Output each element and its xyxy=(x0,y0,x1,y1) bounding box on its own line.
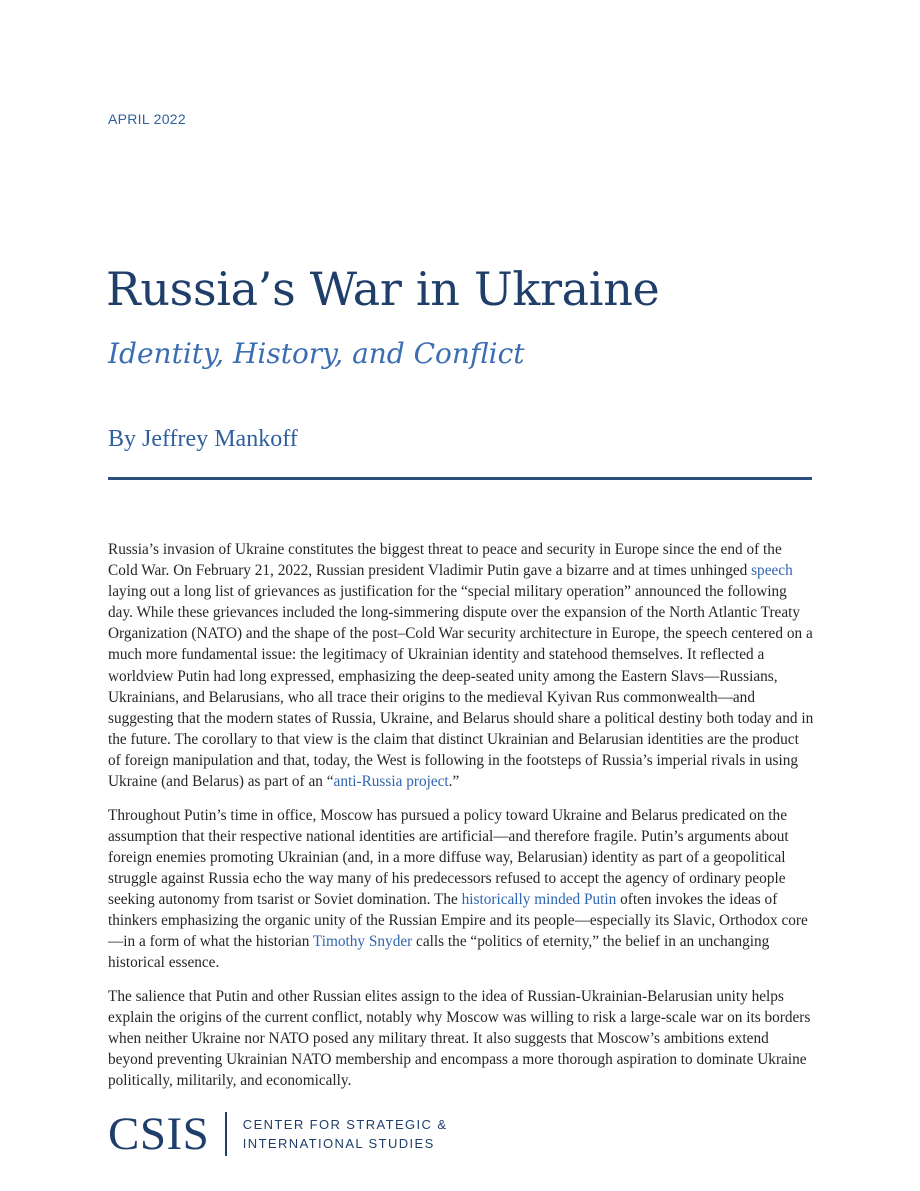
report-title: Russia’s War in Ukraine xyxy=(106,262,660,316)
csis-logo-mark: CSIS xyxy=(108,1107,210,1160)
paragraph-1-text-c: .” xyxy=(448,773,460,791)
publication-date: APRIL 2022 xyxy=(108,111,186,127)
paragraph-3-text: The salience that Putin and other Russian elites assign to the idea of Russian-Ukrainian-Belarusian unity helps explain the origins of the current conflict, notably why Moscow was willing to risk a large-scale war on its borders when neither Ukraine nor NATO posed any military threat. It also suggests that Moscow’s ambitions extend beyond preventing Ukrainian NATO membership and encompass a more thorough aspiration to dominate Ukraine politically, militarily, and economically. xyxy=(108,988,811,1090)
paragraph-3 xyxy=(108,986,814,1091)
paragraph-2-text-b: often invokes the ideas of thinkers emphasizing the organic unity of the Russian Empire and its people—especially its Slavic, Orthodox core—in a form of what the historian xyxy=(108,891,808,951)
report-subtitle: Identity, History, and Conflict xyxy=(108,337,525,370)
speech-link[interactable]: speech xyxy=(751,562,793,580)
csis-logo-text xyxy=(243,1115,448,1153)
historically-minded-putin-link[interactable]: historically minded Putin xyxy=(461,891,617,909)
paragraph-2 xyxy=(108,805,814,974)
csis-logo xyxy=(108,1107,448,1160)
logo-text-line-2: INTERNATIONAL STUDIES xyxy=(242,1136,435,1151)
timothy-snyder-link[interactable]: Timothy Snyder xyxy=(312,933,413,951)
author-byline: By Jeffrey Mankoff xyxy=(108,426,298,452)
body-text xyxy=(108,539,814,1104)
paragraph-1 xyxy=(108,539,814,792)
logo-text-line-1: CENTER FOR STRATEGIC & xyxy=(242,1117,448,1132)
logo-divider xyxy=(225,1112,227,1156)
header-divider xyxy=(108,477,812,480)
paragraph-2-text-c: calls the “politics of eternity,” the belief in an unchanging historical essence. xyxy=(108,933,770,972)
paragraph-1-text-a: Russia’s invasion of Ukraine constitutes the biggest threat to peace and security in Europe since the end of the Cold War. On February 21, 2022, Russian president Vladimir Putin gave a bizarre and at times unhinged xyxy=(108,541,782,580)
paragraph-2-text-a: Throughout Putin’s time in office, Moscow has pursued a policy toward Ukraine and Belarus predicated on the assumption that their respective national identities are artificial—and therefore fragile. Putin’s arguments about foreign enemies promoting Ukrainian (and, in a more diffuse way, Belarusian) identity as part of a geopolitical struggle against Russia echo the way many of his predecessors refused to accept the agency of ordinary people seeking autonomy from tsarist or Soviet domination. The xyxy=(108,806,789,909)
paragraph-1-text-b: laying out a long list of grievances as justification for the “special military operation” announced the following day. While these grievances included the long-simmering dispute over the expansion of the North Atlantic Treaty Organization (NATO) and the shape of the post–Cold War security architecture in Europe, the speech centered on a much more fundamental issue: the legitimacy of Ukrainian identity and statehood themselves. It reflected a worldview Putin had long expressed, emphasizing the deep-seated unity among the Eastern Slavs—Russians, Ukrainians, and Belarusians, who all trace their origins to the medieval Kyivan Rus commonwealth—and suggesting that the modern states of Russia, Ukraine, and Belarus should share a political destiny both today and in the future. The corollary to that view is the claim that distinct Ukrainian and Belarusian identities are the product of foreign manipulation and that, today, the West is following in the footsteps of Russia’s imperial rivals in using Ukraine (and Belarus) as part of an “ xyxy=(108,583,814,791)
anti-russia-project-link[interactable]: anti-Russia project xyxy=(333,773,449,791)
